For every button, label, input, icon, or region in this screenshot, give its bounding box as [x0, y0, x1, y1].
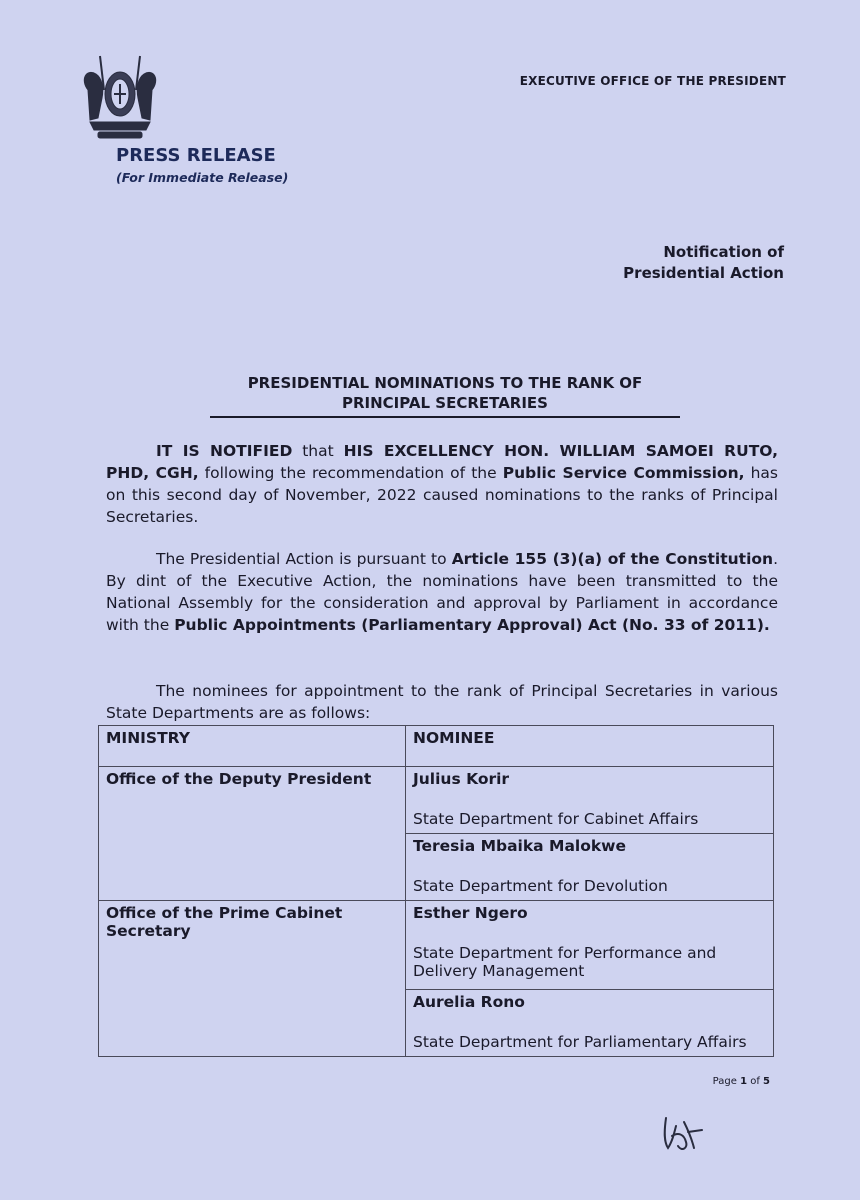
table-row — [99, 901, 774, 990]
paragraph-nominees-intro — [106, 680, 778, 724]
nominee-department: State Department for Devolution — [413, 877, 668, 895]
article-reference: Article 155 (3)(a) of the Constitution — [451, 550, 774, 568]
president-name: HIS EXCELLENCY HON. WILLIAM SAMOEI RUTO, PHD, CGH, — [106, 442, 778, 482]
heading-line-1: PRESIDENTIAL NOMINATIONS TO THE RANK OF — [247, 374, 643, 392]
paragraph-notice — [106, 440, 778, 528]
text-run: following the recommendation of the — [198, 464, 503, 482]
notification-line-1: Notification of — [663, 243, 784, 261]
kenya-coat-of-arms-icon — [70, 50, 170, 142]
ministry-name: Office of the Deputy President — [106, 770, 372, 788]
nominee-name: Aurelia Rono — [413, 993, 525, 1011]
header-ministry: MINISTRY — [99, 726, 406, 767]
text-run: . By dint of the Executive Action, the nominations have been transmitted to the National Assembly for the consideration and approval by Parliament in accordance with the — [106, 550, 779, 634]
handwritten-initials-icon — [658, 1112, 706, 1154]
ministry-cell — [99, 901, 406, 1057]
press-release-title: PRESS RELEASE — [116, 145, 276, 166]
ministry-name: Office of the Prime Cabinet Secretary — [106, 904, 343, 940]
notification-line-2: Presidential Action — [623, 264, 784, 282]
text-run: has on this second day of November, 2022 caused nominations to the ranks of Principal Secretaries. — [106, 464, 778, 526]
act-reference: Public Appointments (Parliamentary Approval) Act (No. 33 of 2011). — [174, 616, 770, 634]
heading-underline — [210, 416, 680, 418]
ministry-cell — [99, 767, 406, 901]
nominee-name: Julius Korir — [413, 770, 510, 788]
page-number — [713, 1076, 770, 1087]
table-row — [99, 767, 774, 834]
nominee-name: Esther Ngero — [413, 904, 528, 922]
nominee-cell — [406, 990, 774, 1057]
text-run: that — [292, 442, 344, 460]
office-header: EXECUTIVE OFFICE OF THE PRESIDENT — [519, 74, 786, 88]
nominee-cell — [406, 901, 774, 990]
nominee-cell — [406, 767, 774, 834]
heading-line-2: PRINCIPAL SECRETARIES — [342, 394, 548, 412]
nominee-department: State Department for Parliamentary Affairs — [413, 1033, 747, 1051]
text-run: The Presidential Action is pursuant to — [156, 550, 452, 568]
header-nominee: NOMINEE — [406, 726, 774, 767]
nominee-name: Teresia Mbaika Malokwe — [413, 837, 627, 855]
page-total: 5 — [763, 1076, 770, 1087]
page-of: of — [747, 1076, 764, 1087]
nominees-table — [98, 725, 774, 1057]
notification-label — [623, 242, 784, 284]
nominee-department: State Department for Performance and Delivery Management — [413, 944, 717, 980]
document-heading — [210, 373, 680, 413]
nominee-cell — [406, 834, 774, 901]
page-word: Page — [712, 1076, 741, 1087]
table-header-row — [99, 726, 774, 767]
paragraph-legal-basis — [106, 548, 778, 636]
text-run: The nominees for appointment to the rank of Principal Secretaries in various State Departments are as follows: — [106, 682, 778, 722]
immediate-release-note: (For Immediate Release) — [116, 170, 289, 185]
page-current: 1 — [740, 1076, 748, 1087]
commission-name: Public Service Commission, — [502, 464, 745, 482]
nominee-department: State Department for Cabinet Affairs — [413, 810, 699, 828]
notified-phrase: IT IS NOTIFIED — [156, 442, 293, 460]
